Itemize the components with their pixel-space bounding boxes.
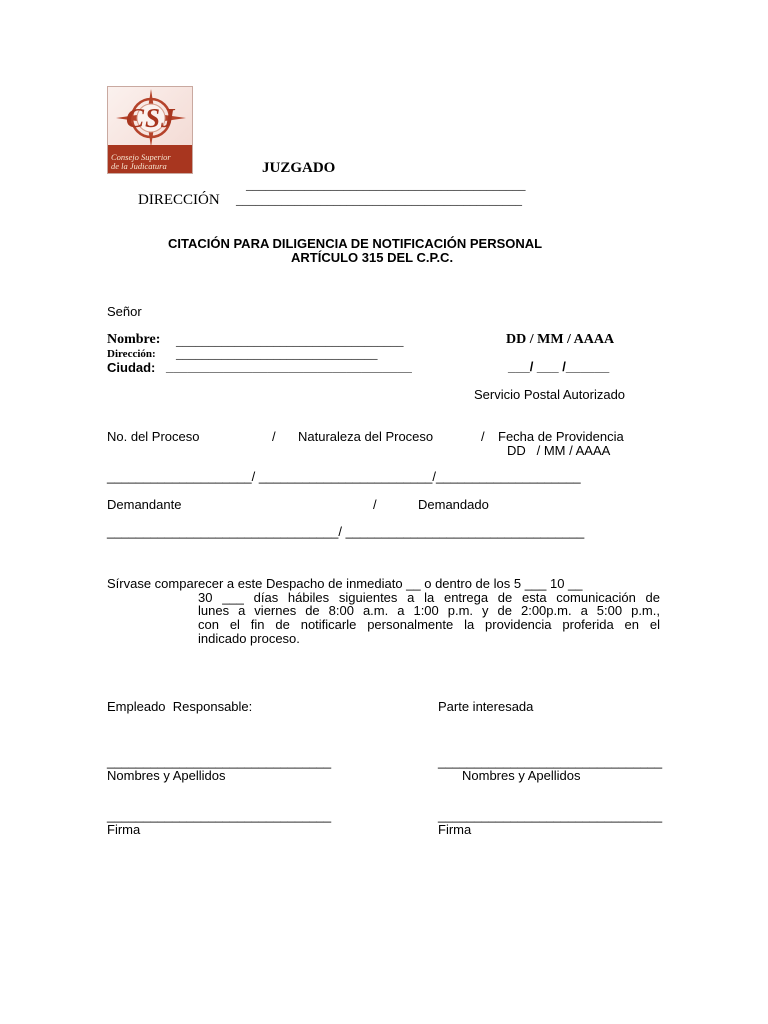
empleado-nombres-label: Nombres y Apellidos xyxy=(107,768,226,783)
proceso-sep-1: / xyxy=(272,429,276,444)
fecha-format-label: DD / MM / AAAA xyxy=(507,443,611,458)
parte-name-line: _______________________________ xyxy=(438,754,663,769)
demandante-label: Demandante xyxy=(107,497,182,512)
empleado-firma-line: _______________________________ xyxy=(107,808,332,823)
logo-line-2: de la Judicatura xyxy=(111,161,167,171)
title-line-2: ARTÍCULO 315 DEL C.P.C. xyxy=(291,250,454,265)
servicio-postal: Servicio Postal Autorizado xyxy=(474,387,626,402)
juzgado-label: JUZGADO xyxy=(262,160,336,176)
direccion-field-line: _______________________________ xyxy=(176,346,378,361)
naturaleza-label: Naturaleza del Proceso xyxy=(298,429,434,444)
body-line-2: 30 ___ días hábiles siguientes a la entrega de esta comunicación de xyxy=(198,590,660,605)
partes-blanks: ________________________________/ _________________________________ xyxy=(107,524,585,539)
parte-firma-label: Firma xyxy=(438,822,472,837)
direccion-line: ____________________________________________ xyxy=(236,192,522,207)
ciudad-label: Ciudad: xyxy=(107,360,156,375)
empleado-firma-label: Firma xyxy=(107,822,141,837)
body-line-1: Sírvase comparecer a este Despacho de inmediato __ o dentro de los 5 ___ 10 __ xyxy=(107,576,583,591)
body-line-5: indicado proceso. xyxy=(198,631,300,646)
body-line-3: lunes a viernes de 8:00 a.m. a 1:00 p.m. y de 2:00p.m. a 5:00 p.m., xyxy=(198,603,660,618)
logo-csj-text: CSJ xyxy=(126,103,176,133)
title-line-1: CITACIÓN PARA DILIGENCIA DE NOTIFICACIÓN PERSONAL xyxy=(168,236,543,251)
date-format-label: DD / MM / AAAA xyxy=(506,332,615,347)
direccion-field-label: Dirección: xyxy=(107,348,156,360)
csj-logo xyxy=(107,86,193,174)
body-line-4: con el fin de notificarle personalmente la providencia proferida en el xyxy=(198,617,660,632)
parte-nombres-label: Nombres y Apellidos xyxy=(462,768,581,783)
proceso-sep-2: / xyxy=(481,429,485,444)
parte-firma-line: _______________________________ xyxy=(438,808,663,823)
logo-line-1: Consejo Superior xyxy=(111,152,171,162)
proceso-blanks: ____________________/ ________________________/____________________ xyxy=(107,469,581,484)
juzgado-line: ___________________________________________ xyxy=(246,177,526,192)
direccion-label: DIRECCIÓN xyxy=(138,192,220,208)
empleado-name-line: _______________________________ xyxy=(107,754,332,769)
demandado-label: Demandado xyxy=(418,497,489,512)
fecha-providencia-label: Fecha de Providencia xyxy=(498,429,624,444)
nombre-label: Nombre: xyxy=(107,332,161,347)
nombre-line: ___________________________________ xyxy=(176,333,404,348)
empleado-responsable-label: Empleado Responsable: xyxy=(107,699,253,714)
ciudad-line: __________________________________ xyxy=(166,359,412,374)
parte-interesada-label: Parte interesada xyxy=(438,699,534,714)
partes-sep: / xyxy=(373,497,377,512)
date-blanks: ___/ ___ /______ xyxy=(508,359,610,374)
senor-label: Señor xyxy=(107,304,142,319)
no-proceso-label: No. del Proceso xyxy=(107,429,200,444)
